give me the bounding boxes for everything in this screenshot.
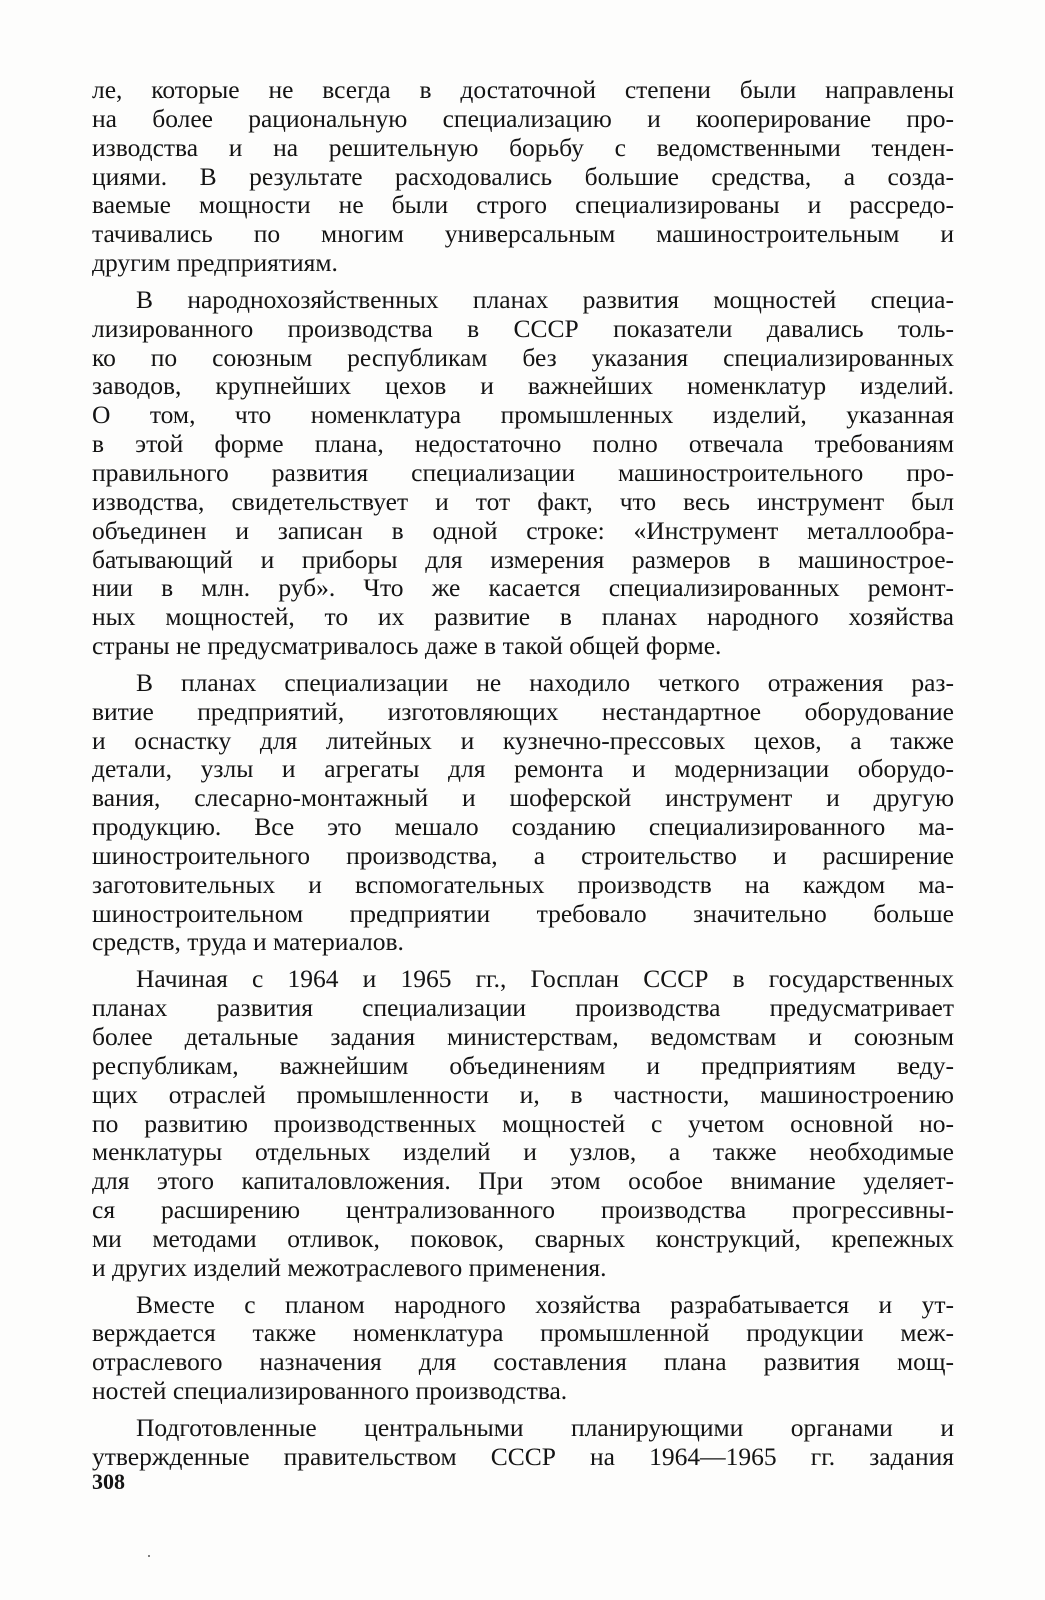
text-line: ся расширению централизованного производства прогрессивны- bbox=[92, 1196, 954, 1225]
text-line: ных мощностей, то их развитие в планах народного хозяйства bbox=[92, 603, 954, 632]
text-line: ваемые мощности не были строго специализированы и рассредо- bbox=[92, 191, 954, 220]
text-line: Начиная с 1964 и 1965 гг., Госплан СССР в государственных bbox=[136, 965, 954, 994]
page-number: 308 bbox=[92, 1469, 125, 1494]
text-line: продукцию. Все это мешало созданию специализированного ма- bbox=[92, 813, 954, 842]
text-line: верждается также номенклатура промышленной продукции меж- bbox=[92, 1319, 954, 1348]
text-line: по развитию производственных мощностей с учетом основной но- bbox=[92, 1109, 954, 1138]
text-line: вания, слесарно-монтажный и шоферской инструмент и другую bbox=[92, 784, 954, 813]
text-line: циями. В результате расходовались большие средства, а созда- bbox=[92, 162, 954, 191]
text-line: и других изделий межотраслевого применения. bbox=[92, 1253, 607, 1282]
paragraph bbox=[92, 76, 954, 278]
paragraph bbox=[92, 965, 954, 1282]
text-line: другим предприятиям. bbox=[92, 249, 338, 278]
text-line: изводства и на решительную борьбу с ведомственными тенден- bbox=[92, 133, 954, 162]
text-line: В народнохозяйственных планах развития мощностей специа- bbox=[136, 285, 954, 314]
text-line: объединен и записан в одной строке: «Инструмент металлообра- bbox=[92, 516, 954, 545]
text-line: ностей специализированного производства. bbox=[92, 1377, 568, 1406]
text-line: средств, труда и материалов. bbox=[92, 928, 404, 957]
print-speck bbox=[148, 1555, 150, 1557]
text-line: более детальные задания министерствам, ведомствам и союзным bbox=[92, 1023, 954, 1051]
paragraph bbox=[92, 1414, 954, 1472]
text-line: шиностроительном предприятии требовало значительно больше bbox=[92, 899, 954, 928]
text-line: батывающий и приборы для измерения размеров в машинострое- bbox=[92, 545, 954, 574]
text-line: ле, которые не всегда в достаточной степени были направлены bbox=[92, 76, 954, 104]
text-line: отраслевого назначения для составления плана развития мощ- bbox=[92, 1348, 954, 1377]
text-line: и оснастку для литейных и кузнечно-прессовых цехов, а также bbox=[92, 726, 954, 755]
text-line: утвержденные правительством СССР на 1964—1965 гг. задания bbox=[92, 1442, 954, 1471]
text-line: О том, что номенклатура промышленных изделий, указанная bbox=[92, 401, 954, 430]
text-line: республикам, важнейшим объединениям и предприятиям веду- bbox=[92, 1051, 954, 1080]
text-line: изводства, свидетельствует и тот факт, что весь инструмент был bbox=[92, 487, 954, 516]
text-line: В планах специализации не находило четкого отражения раз- bbox=[136, 668, 954, 697]
paragraph bbox=[92, 669, 954, 957]
text-line: нии в млн. руб». Что же касается специализированных ремонт- bbox=[92, 574, 954, 603]
text-line: лизированного производства в СССР показатели давались толь- bbox=[92, 314, 954, 343]
text-line: заводов, крупнейших цехов и важнейших номенклатур изделий. bbox=[92, 372, 954, 401]
text-line: правильного развития специализации машиностроительного про- bbox=[92, 458, 954, 487]
text-line: тачивались по многим универсальным машиностроительным и bbox=[92, 220, 954, 249]
text-line: в этой форме плана, недостаточно полно отвечала требованиям bbox=[92, 430, 954, 459]
text-line: детали, узлы и агрегаты для ремонта и модернизации оборудо- bbox=[92, 755, 954, 784]
paragraph bbox=[92, 286, 954, 661]
text-line: ми методами отливок, поковок, сварных конструкций, крепежных bbox=[92, 1224, 954, 1253]
text-line: ко по союзным республикам без указания специализированных bbox=[92, 343, 954, 372]
text-line: заготовительных и вспомогательных производств на каждом ма- bbox=[92, 870, 954, 899]
paragraph bbox=[92, 1291, 954, 1406]
text-line: страны не предусматривалось даже в такой общей форме. bbox=[92, 632, 722, 661]
text-line: витие предприятий, изготовляющих нестандартное оборудование bbox=[92, 697, 954, 726]
text-line: Вместе с планом народного хозяйства разрабатывается и ут- bbox=[136, 1290, 954, 1319]
text-line: щих отраслей промышленности и, в частности, машиностроению bbox=[92, 1080, 954, 1109]
text-line: Подготовленные центральными планирующими органами и bbox=[136, 1413, 954, 1442]
text-line: для этого капиталовложения. При этом особое внимание уделяет- bbox=[92, 1167, 954, 1196]
text-line: шиностроительного производства, а строительство и расширение bbox=[92, 841, 954, 870]
text-line: на более рациональную специализацию и кооперирование про- bbox=[92, 104, 954, 133]
text-line: планах развития специализации производства предусматривает bbox=[92, 994, 954, 1023]
body-text bbox=[92, 76, 954, 1472]
text-line: менклатуры отдельных изделий и узлов, а также необходимые bbox=[92, 1138, 954, 1167]
